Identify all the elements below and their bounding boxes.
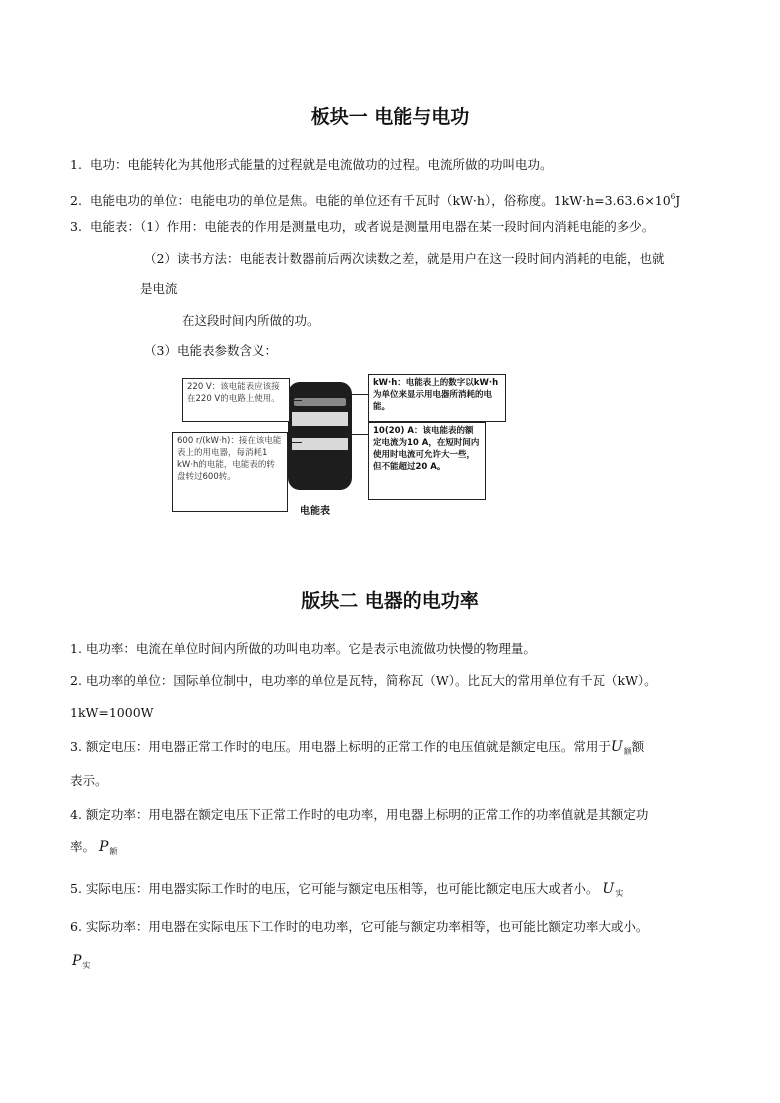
s2-item-6: 6. 实际功率：用电器在实际电压下工作时的电功率，它可能与额定功率相等，也可能比额定功率大或小。 (70, 919, 649, 934)
s1-item-1 (70, 156, 553, 174)
s1-item-2-text: 电能电功的单位：电能电功的单位是焦。电能的单位还有千瓦时（kW·h），俗称度。1kW·h=3.63.6×10 (90, 193, 671, 208)
callout-220v: 220 V：该电能表应该接在220 V的电路上使用。 (182, 378, 290, 422)
s2-item-4-symbol: P (99, 839, 109, 855)
s2-item-6-symbol: P (72, 953, 82, 969)
s2-item-5-symbol: U (602, 881, 615, 897)
s2-item-4-sub: 额 (109, 847, 118, 856)
s2-item-4-cont (70, 838, 117, 861)
s2-item-2: 2. 电功率的单位：国际单位制中，电功率的单位是瓦特，简称瓦（W）。比瓦大的常用单位有千瓦（kW）。 (70, 673, 657, 688)
figure-caption: 电能表 (300, 506, 330, 517)
s2-item-3 (70, 738, 644, 761)
s2-item-5 (70, 880, 623, 903)
read-method-line2: 是电流 (140, 281, 178, 296)
s1-item-3-num: 3. (70, 219, 82, 234)
s2-item-4: 4. 额定功率：用电器在额定电压下正常工作时的电功率，用电器上标明的正常工作的功率值就是其额定功 (70, 807, 649, 822)
s1-item-1-text: 电功：电能转化为其他形式能量的过程就是电流做功的过程。电流所做的功叫电功。 (90, 157, 553, 172)
s2-item-5-text: 5. 实际电压：用电器实际工作时的电压，它可能与额定电压相等，也可能比额定电压大或者小。 (70, 881, 599, 896)
s1-item-3 (70, 218, 654, 236)
section1-title: 板块一 电能与电功 (310, 106, 470, 128)
s1-item-1-num: 1. (70, 157, 82, 172)
section2-title: 版块二 电器的电功率 (301, 590, 479, 612)
s2-item-3-tail: 额 (631, 739, 645, 754)
s1-item-2 (70, 188, 680, 210)
callout-rated-current: 10(20) A：该电能表的额定电流为10 A，在短时间内使用时电流可允许大一些，但不能超过20 A。 (368, 422, 486, 500)
s2-item-3-cont: 表示。 (70, 773, 108, 788)
read-method-line1: （2）读书方法：电能表计数器前后两次读数之差，就是用户在这一段时间内消耗的电能，也就 (144, 251, 665, 266)
s2-item-6-sub: 实 (82, 961, 91, 970)
s1-item-2-tail: J (675, 193, 681, 208)
callout-600-revs: 600 r/(kW·h)：接在该电能表上的用电器，每消耗1 kW·h的电能，电能表的转盘转过600转。 (172, 432, 288, 512)
s2-item-6-cont (72, 952, 90, 975)
meter-band (292, 438, 348, 450)
meter-band (292, 412, 348, 426)
s2-item-3-sub: 额 (623, 747, 632, 756)
s2-item-3-text: 3. 额定电压：用电器正常工作时的电压。用电器上标明的正常工作的电压值就是额定电压。常用于 (70, 739, 611, 754)
s2-item-4-cont-text: 率。 (70, 839, 96, 854)
leader-line (346, 434, 368, 435)
params-label: （3）电能表参数含义： (144, 343, 277, 358)
callout-kwh: kW·h：电能表上的数字以kW·h为单位来显示用电器所消耗的电能。 (368, 374, 506, 422)
leader-line (346, 394, 368, 395)
s1-item-3-text: 电能表：（1）作用：电能表的作用是测量电功，或者说是测量用电器在某一段时间内消耗电能的多少。 (90, 219, 655, 234)
s2-item-3-symbol: U (610, 739, 623, 755)
s2-item-2-cont: 1kW=1000W (70, 705, 154, 720)
meter-image (288, 382, 352, 490)
read-method-line3: 在这段时间内所做的功。 (182, 313, 320, 328)
s2-item-1: 1. 电功率：电流在单位时间内所做的功叫电功率。它是表示电流做功快慢的物理量。 (70, 641, 536, 656)
s1-item-2-num: 2. (70, 193, 82, 208)
s1-item-2-sup: 6 (670, 193, 676, 201)
s2-item-5-sub: 实 (615, 889, 624, 898)
meter-figure (170, 372, 510, 522)
